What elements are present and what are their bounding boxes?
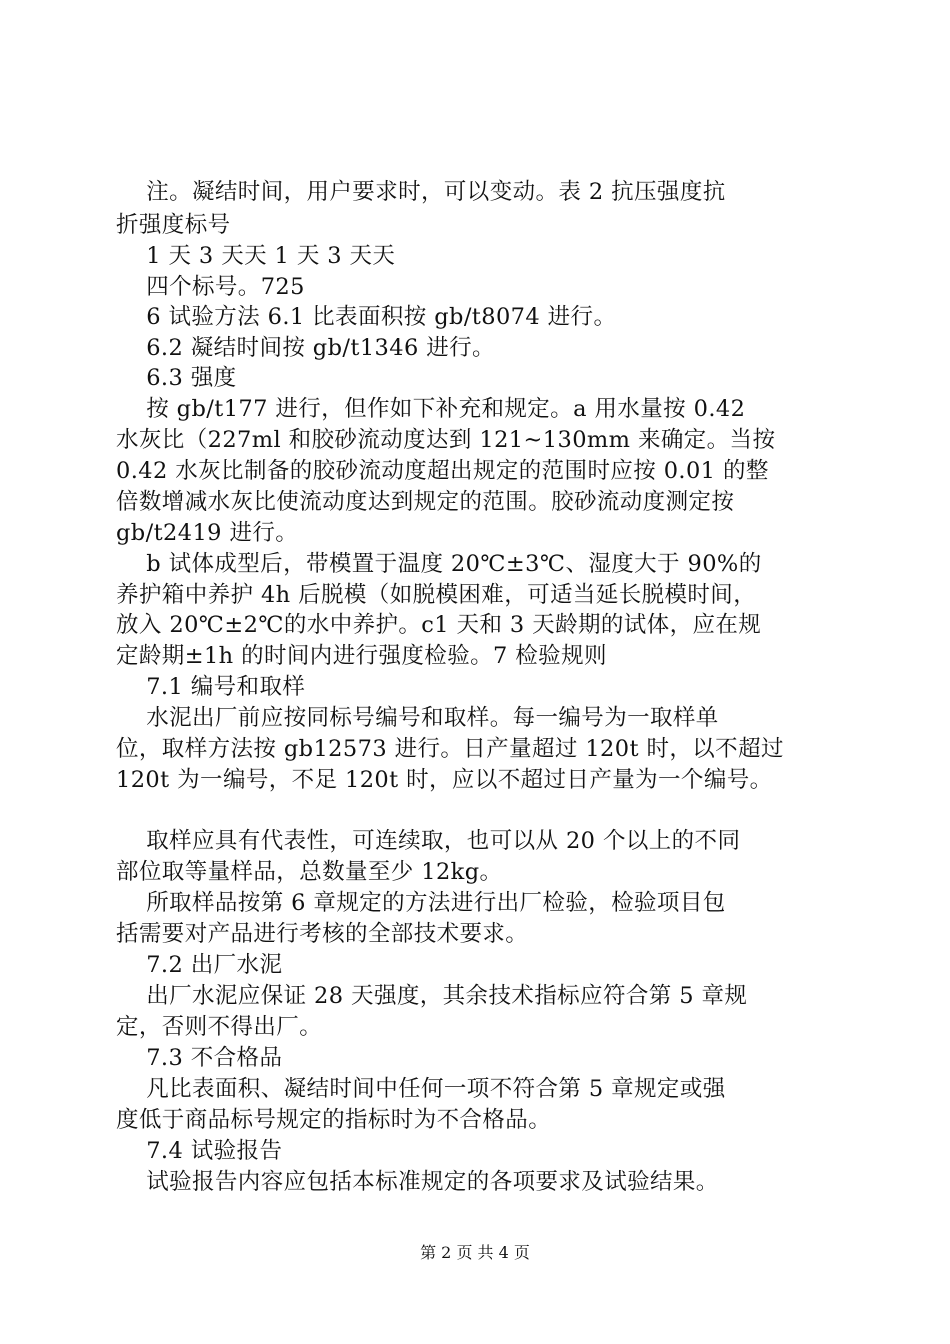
text-line: 注。凝结时间，用户要求时，可以变动。表 2 抗压强度抗 [116, 179, 726, 205]
text-line: 试验报告内容应包括本标准规定的各项要求及试验结果。 [116, 1169, 719, 1195]
text-line: 120t 为一编号，不足 120t 时，应以不超过日产量为一个编号。 [116, 767, 773, 793]
page-number: 第 2 页 共 4 页 [420, 1243, 530, 1262]
section-heading: 7.3 不合格品 [116, 1045, 283, 1071]
text-line: 出厂水泥应保证 28 天强度，其余技术指标应符合第 5 章规 [116, 983, 748, 1009]
text-line: 按 gb/t177 进行，但作如下补充和规定。a 用水量按 0.42 [116, 396, 746, 422]
section-heading: 7.2 出厂水泥 [116, 952, 283, 978]
section-heading: 7.4 试验报告 [116, 1138, 283, 1164]
text-line: 0.42 水灰比制备的胶砂流动度超出规定的范围时应按 0.01 的整 [116, 458, 769, 484]
text-line: gb/t2419 进行。 [116, 520, 299, 546]
text-line: 6.3 强度 [116, 365, 237, 391]
text-line: 四个标号。725 [116, 274, 305, 300]
text-line: 6 试验方法 6.1 比表面积按 gb/t8074 进行。 [116, 304, 617, 330]
text-line: 位，取样方法按 gb12573 进行。日产量超过 120t 时，以不超过 [116, 736, 784, 762]
text-line: 定龄期±1h 的时间内进行强度检验。7 检验规则 [116, 643, 607, 669]
text-line: 水泥出厂前应按同标号编号和取样。每一编号为一取样单 [116, 705, 719, 731]
text-line: 所取样品按第 6 章规定的方法进行出厂检验，检验项目包 [116, 890, 726, 916]
text-line: 养护箱中养护 4h 后脱模（如脱模困难，可适当延长脱模时间， [116, 582, 757, 608]
text-line: 括需要对产品进行考核的全部技术要求。 [116, 921, 529, 947]
text-line: 6.2 凝结时间按 gb/t1346 进行。 [116, 335, 495, 361]
text-line: 放入 20℃±2℃的水中养护。c1 天和 3 天龄期的试体，应在规 [116, 612, 762, 638]
text-line: b 试体成型后，带模置于温度 20℃±3℃、湿度大于 90%的 [116, 551, 762, 577]
text-line: 水灰比（227ml 和胶砂流动度达到 121~130mm 来确定。当按 [116, 427, 776, 453]
text-line: 定，否则不得出厂。 [116, 1014, 323, 1040]
text-line: 凡比表面积、凝结时间中任何一项不符合第 5 章规定或强 [116, 1076, 726, 1102]
text-line: 折强度标号 [116, 212, 231, 238]
text-line: 部位取等量样品，总数量至少 12kg。 [116, 859, 503, 885]
text-line: 倍数增减水灰比使流动度达到规定的范围。胶砂流动度测定按 [116, 489, 735, 515]
text-line: 度低于商品标号规定的指标时为不合格品。 [116, 1107, 552, 1133]
text-line: 取样应具有代表性，可连续取，也可以从 20 个以上的不同 [116, 828, 741, 854]
section-heading: 7.1 编号和取样 [116, 674, 306, 700]
text-line: 1 天 3 天天 1 天 3 天天 [116, 243, 396, 269]
